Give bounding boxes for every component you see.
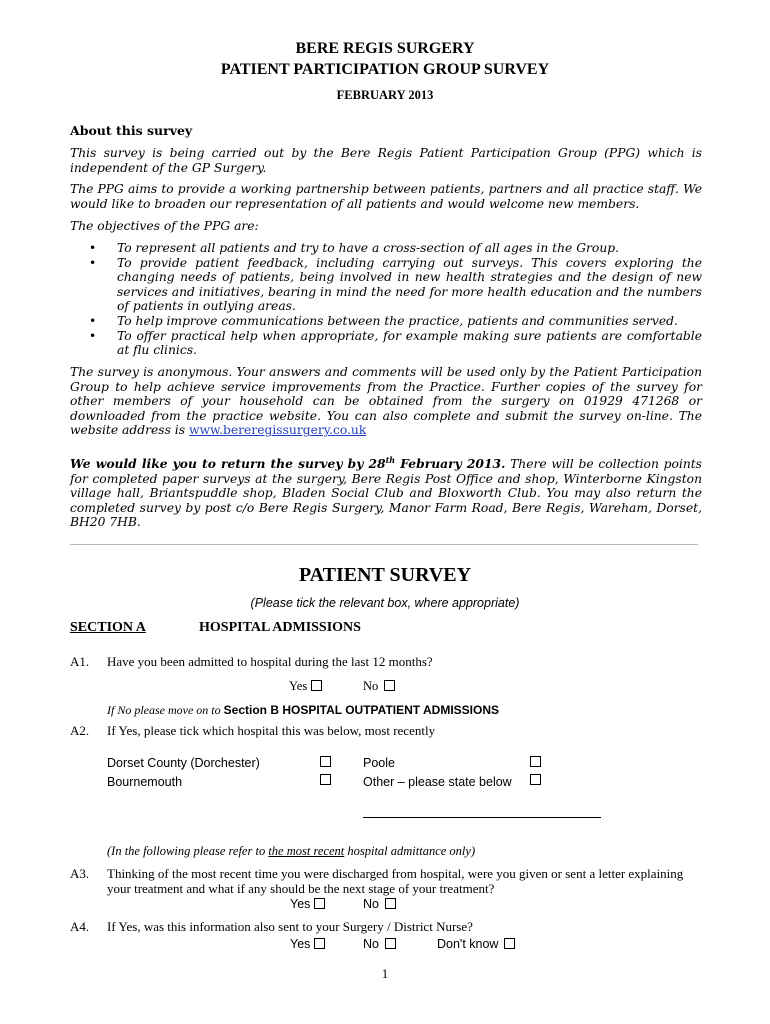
section-divider	[70, 544, 698, 545]
a2-bournemouth-checkbox[interactable]	[320, 774, 331, 785]
bullet-icon: •	[89, 328, 97, 343]
survey-date: FEBRUARY 2013	[336, 88, 434, 102]
question-a3-text: Thinking of the most recent time you were discharged from hospital, were you given or sent a letter explaining your treatment and what if any should be the next stage of your treatment?	[107, 866, 684, 896]
a2-option-other: Other – please state below	[363, 775, 512, 789]
a2-dorset-county-checkbox[interactable]	[320, 756, 331, 767]
about-heading: About this survey	[70, 123, 193, 138]
about-paragraph-1: This survey is being carried out by the Bere Regis Patient Participation Group (PPG) which is independent of the GP Surgery.	[70, 146, 702, 175]
a2-option-poole: Poole	[363, 756, 395, 770]
a1-skip-note: If No please move on to Section B HOSPITAL OUTPATIENT ADMISSIONS	[107, 703, 500, 717]
section-a-label: SECTION A	[70, 620, 146, 635]
a3-yes-checkbox[interactable]	[314, 898, 325, 909]
a3-no-option: No	[363, 897, 396, 911]
a4-dont-know-checkbox[interactable]	[504, 938, 515, 949]
survey-instructions: (Please tick the relevant box, where appropriate)	[250, 596, 520, 610]
return-deadline: We would like you to return the survey by 28th February 2013.	[70, 455, 506, 472]
question-number-a1: A1.	[70, 654, 90, 669]
a1-yes-option: Yes	[289, 679, 322, 694]
section-a-title: HOSPITAL ADMISSIONS	[199, 620, 361, 635]
most-recent-instruction: (In the following please refer to the most recent hospital admittance only)	[107, 844, 476, 858]
a4-dont-know-option: Don't know	[437, 937, 515, 951]
question-number-a2: A2.	[70, 723, 90, 738]
about-paragraph-2: The PPG aims to provide a working partnership between patients, partners and all practice staff. We would like to broaden our representation of all patients and would welcome new members.	[70, 182, 702, 211]
a1-no-checkbox[interactable]	[384, 680, 395, 691]
patient-survey-title: PATIENT SURVEY	[298, 564, 472, 586]
question-a1-text: Have you been admitted to hospital during the last 12 months?	[107, 654, 433, 669]
bullet-icon: •	[89, 313, 97, 328]
objective-item: • To represent all patients and try to have a cross-section of all ages in the Group.	[89, 241, 620, 255]
a1-no-option: No	[363, 679, 395, 694]
question-a2-text: If Yes, please tick which hospital this was below, most recently	[107, 723, 436, 738]
question-number-a3: A3.	[70, 866, 90, 881]
a4-no-checkbox[interactable]	[385, 938, 396, 949]
objective-item: • To help improve communications between the practice, patients and communities served.	[89, 313, 678, 328]
return-paragraph: We would like you to return the survey by 28th February 2013. There will be collection points for completed paper surveys at the surgery, Bere Regis Post Office and shop, Winterborne Kingston village hall, Briantspuddle shop, Bladen Social Club and Bloxworth Club. You may also return the completed survey by post c/o Bere Regis Surgery, Manor Farm Road, Bere Regis, Wareham, Dorset, BH20 7HB.	[70, 455, 702, 530]
other-hospital-input-line[interactable]	[363, 817, 601, 818]
a2-poole-checkbox[interactable]	[530, 756, 541, 767]
a2-option-dorset-county: Dorset County (Dorchester)	[107, 756, 260, 770]
objective-item: • To provide patient feedback, including carrying out surveys. This covers exploring the changing needs of patients, being involved in new health strategies and the design of new services and initiatives, bearing in mind the need for more health education and the numbers of patients in outlying areas.	[89, 255, 702, 314]
a4-yes-option: Yes	[290, 937, 325, 951]
a3-yes-option: Yes	[290, 897, 325, 911]
a1-yes-checkbox[interactable]	[311, 680, 322, 691]
objective-item: • To offer practical help when appropriate, for example making sure patients are comfortable at flu clinics.	[89, 328, 702, 358]
page-number: 1	[381, 966, 389, 981]
question-a4-text: If Yes, was this information also sent to your Surgery / District Nurse?	[107, 919, 473, 934]
bullet-icon: •	[89, 241, 97, 255]
objectives-list	[70, 241, 702, 358]
a2-other-checkbox[interactable]	[530, 774, 541, 785]
a2-option-bournemouth: Bournemouth	[107, 775, 183, 789]
objectives-intro: The objectives of the PPG are:	[70, 219, 259, 233]
bullet-icon: •	[89, 255, 97, 270]
anonymity-paragraph: The survey is anonymous. Your answers and comments will be used only by the Patient Participation Group to help achieve service improvements from the Practice. Further copies of the survey for other members of your household can be obtained from the surgery on 01929 471268 or downloaded from the practice website. You can also complete and submit the survey on-line. The website address is www.bereregissurgery.co.uk	[70, 365, 702, 438]
a4-no-option: No	[363, 937, 396, 951]
a4-yes-checkbox[interactable]	[314, 938, 325, 949]
a3-no-checkbox[interactable]	[385, 898, 396, 909]
website-link[interactable]: www.bereregissurgery.co.uk	[188, 423, 367, 438]
surgery-title: BERE REGIS SURGERY	[295, 40, 475, 57]
survey-main-title: PATIENT PARTICIPATION GROUP SURVEY	[220, 61, 550, 78]
question-number-a4: A4.	[70, 919, 90, 934]
